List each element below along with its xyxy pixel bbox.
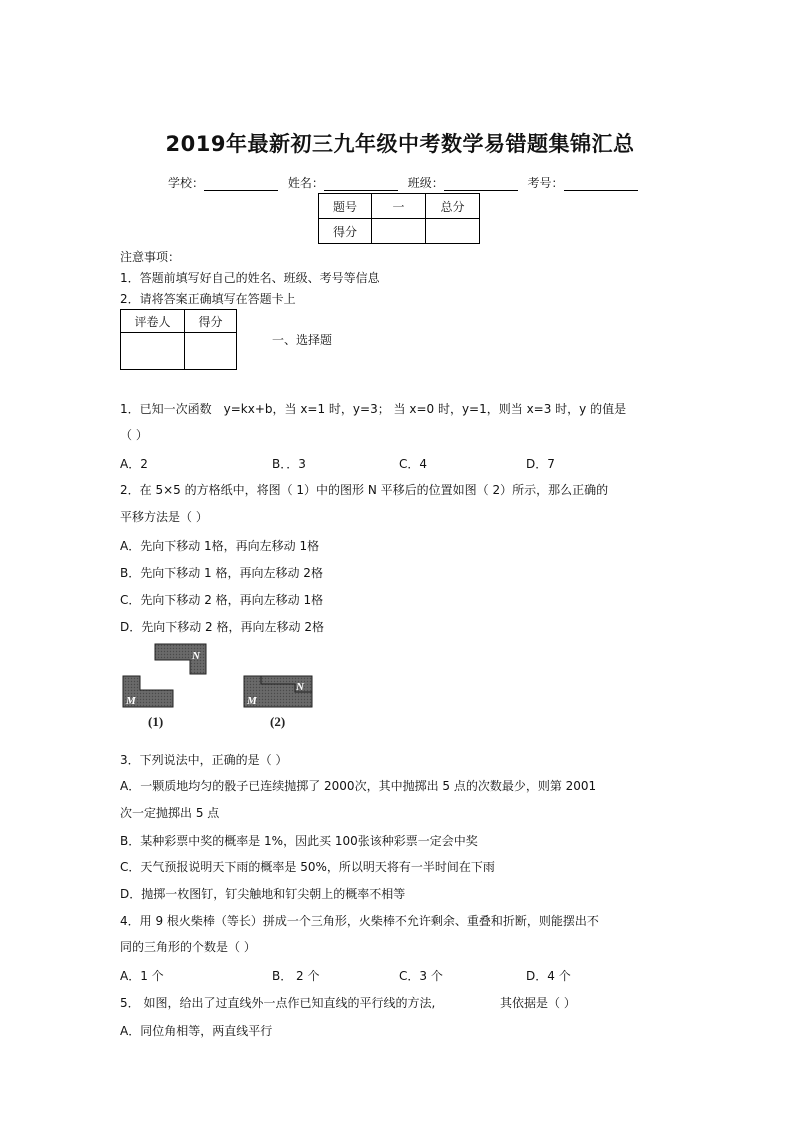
question-4-option-c[interactable]: C．3 个 — [399, 969, 443, 983]
note-item: 2．请将答案正确填写在答题卡上 — [120, 292, 296, 306]
question-2-option-c[interactable]: C．先向下移动 2 格，再向左移动 1格 — [120, 593, 324, 607]
figure-2 — [240, 638, 320, 733]
score-table-score-row — [319, 219, 480, 244]
question-4-option-a[interactable]: A．1 个 — [120, 969, 164, 983]
question-3-option-a[interactable]: A．一颗质地均匀的骰子已连续抛掷了 2000次，其中抛掷出 5 点的次数最少，则第 2001 — [120, 779, 597, 793]
question-1-option-b[interactable]: B．．3 — [272, 457, 306, 471]
question-3-option-d[interactable]: D．抛掷一枚图钉，钉尖触地和钉尖朝上的概率不相等 — [120, 887, 406, 901]
question-4-option-d[interactable]: D．4 个 — [526, 969, 571, 983]
question-2-text-line2: 平移方法是（ ） — [120, 510, 208, 524]
question-5-text-basis: 其依据是（ ） — [500, 996, 576, 1010]
shape-n-letter: N — [192, 650, 200, 662]
grader-table — [120, 309, 237, 370]
score-table — [318, 193, 480, 244]
question-2-option-d[interactable]: D．先向下移动 2 格，再向左移动 2格 — [120, 620, 324, 634]
shape-n-letter: N — [296, 681, 304, 693]
name-blank[interactable] — [324, 178, 398, 191]
question-3-option-c[interactable]: C．天气预报说明天下雨的概率是 50%，所以明天将有一半时间在下雨 — [120, 860, 495, 874]
question-2-option-a[interactable]: A．先向下移动 1格，再向左移动 1格 — [120, 539, 320, 553]
question-3-text: 3．下列说法中，正确的是（ ） — [120, 753, 288, 767]
score-table-cell: 得分 — [319, 219, 372, 244]
figure-1-label: (1) — [148, 714, 164, 729]
school-blank[interactable] — [204, 178, 278, 191]
question-2-text: 2．在 5×5 的方格纸中，将图（ 1）中的图形 N 平移后的位置如图（ 2）所示，那么正确的 — [120, 483, 609, 497]
grader-table-cell: 评卷人 — [121, 310, 185, 333]
question-4-text: 4．用 9 根火柴棒（等长）拼成一个三角形，火柴棒不允许剩余、重叠和折断，则能摆出不 — [120, 914, 599, 928]
question-5-text: 5． 如图，给出了过直线外一点作已知直线的平行线的方法, — [120, 996, 436, 1010]
question-3-option-a-line2: 次一定抛掷出 5 点 — [120, 806, 220, 820]
figure-1 — [118, 638, 218, 733]
question-1-option-a[interactable]: A．2 — [120, 457, 148, 471]
grader-table-blank-row — [121, 333, 237, 370]
grader-table-cell: 得分 — [185, 310, 237, 333]
class-blank[interactable] — [444, 178, 518, 191]
question-2-option-b[interactable]: B．先向下移动 1 格，再向左移动 2格 — [120, 566, 323, 580]
question-4-text-line2: 同的三角形的个数是（ ） — [120, 940, 256, 954]
score-table-cell[interactable] — [372, 219, 426, 244]
shape-m-letter: M — [247, 695, 257, 707]
score-table-cell: 总分 — [426, 194, 480, 219]
name-label: 姓名： — [287, 176, 324, 190]
exam-number-blank[interactable] — [564, 178, 638, 191]
question-5-option-a[interactable]: A．同位角相等，两直线平行 — [120, 1024, 273, 1038]
score-table-cell: 题号 — [319, 194, 372, 219]
figure-2-label: (2) — [270, 714, 286, 729]
grader-table-header-row — [121, 310, 237, 333]
grader-table-cell[interactable] — [185, 333, 237, 370]
question-1-option-c[interactable]: C．4 — [399, 457, 428, 471]
question-4-option-b[interactable]: B． 2 个 — [272, 969, 320, 983]
page-title: 2019年最新初三九年级中考数学易错题集锦汇总 — [165, 132, 635, 156]
exam-number-label: 考号： — [527, 176, 564, 190]
shape-m-letter: M — [126, 695, 136, 707]
question-3-option-b[interactable]: B．某种彩票中奖的概率是 1%，因此买 100张该种彩票一定会中奖 — [120, 834, 478, 848]
score-table-cell[interactable] — [426, 219, 480, 244]
student-info-line — [168, 174, 644, 191]
note-item: 1．答题前填写好自己的姓名、班级、考号等信息 — [120, 271, 380, 285]
question-1-text: 1．已知一次函数 y=kx+b，当 x=1 时，y=3； 当 x=0 时，y=1，则当 x=3 时，y 的值是 — [120, 402, 627, 416]
score-table-header-row — [319, 194, 480, 219]
section-heading: 一、选择题 — [272, 333, 333, 347]
grader-table-cell[interactable] — [121, 333, 185, 370]
notes-heading: 注意事项： — [120, 250, 181, 264]
score-table-cell: 一 — [372, 194, 426, 219]
class-label: 班级： — [407, 176, 444, 190]
question-1-paren: （ ） — [120, 428, 148, 442]
question-1-option-d[interactable]: D．7 — [526, 457, 555, 471]
school-label: 学校： — [168, 176, 205, 190]
